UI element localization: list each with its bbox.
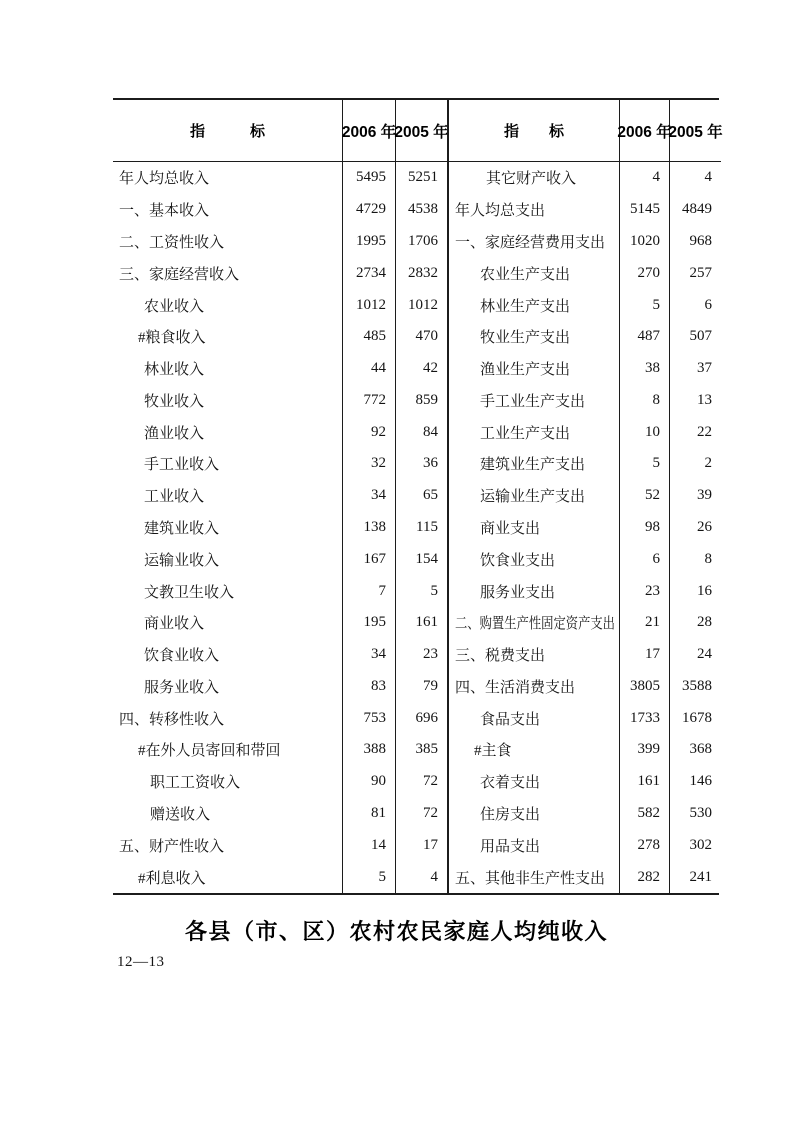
value-2005-cell: 2832 bbox=[408, 264, 438, 281]
value-2005-cell: 24 bbox=[697, 646, 712, 663]
value-2006-cell: 23 bbox=[620, 575, 670, 607]
value-2006-cell: 1020 bbox=[620, 226, 670, 258]
indicator-cell: 住房支出 bbox=[449, 798, 620, 830]
indicator-cell: 运输业生产支出 bbox=[449, 480, 620, 512]
value-2006-cell: 161 bbox=[620, 766, 670, 798]
value-2005-cell: 161 bbox=[415, 614, 438, 631]
indicator-cell: 牧业收入 bbox=[113, 384, 343, 416]
value-2006-cell: 83 bbox=[343, 671, 396, 703]
value-2005-cell: 530 bbox=[689, 805, 712, 822]
value-2005-cell: 4 bbox=[430, 868, 438, 885]
indicator-cell: 手工业收入 bbox=[113, 448, 343, 480]
indicator-cell: 用品支出 bbox=[449, 829, 620, 861]
table-row bbox=[449, 575, 721, 607]
value-2006-cell: 388 bbox=[343, 734, 396, 766]
table-row bbox=[449, 257, 721, 289]
value-2005-cell: 5251 bbox=[408, 169, 438, 186]
value-2005-cell: 28 bbox=[697, 614, 712, 631]
indicator-cell: 农业生产支出 bbox=[449, 257, 620, 289]
indicator-cell: 服务业收入 bbox=[113, 671, 343, 703]
table-row bbox=[113, 607, 447, 639]
indicator-cell: 三、家庭经营收入 bbox=[113, 257, 343, 289]
value-2006-cell: 21 bbox=[620, 607, 670, 639]
value-2005-cell: 8 bbox=[704, 550, 712, 567]
value-2005-cell: 368 bbox=[689, 741, 712, 758]
value-2005-cell: 1706 bbox=[408, 232, 438, 249]
value-2006-cell: 138 bbox=[343, 512, 396, 544]
value-2006-cell: 34 bbox=[343, 480, 396, 512]
table-row bbox=[449, 226, 721, 258]
indicator-cell: #在外人员寄回和带回 bbox=[113, 734, 343, 766]
indicator-cell: 职工工资收入 bbox=[113, 766, 343, 798]
page-number-label: 12—13 bbox=[117, 954, 165, 970]
value-2005-cell: 1678 bbox=[682, 709, 712, 726]
value-2005-cell: 79 bbox=[423, 677, 438, 694]
table-row bbox=[113, 162, 447, 194]
value-2006-cell: 52 bbox=[620, 480, 670, 512]
expense-table-body bbox=[449, 162, 721, 893]
value-2006-cell: 4 bbox=[620, 162, 670, 194]
table-row bbox=[113, 384, 447, 416]
indicator-cell: 商业支出 bbox=[449, 512, 620, 544]
table-row bbox=[113, 671, 447, 703]
indicator-cell: 二、购置生产性固定资产支出 bbox=[449, 607, 620, 639]
value-2006-cell: 81 bbox=[343, 798, 396, 830]
indicator-cell: 衣着支出 bbox=[449, 766, 620, 798]
table-row bbox=[113, 289, 447, 321]
value-2005-cell: 470 bbox=[415, 328, 438, 345]
table-row bbox=[113, 512, 447, 544]
indicator-column-header: 指 标 bbox=[113, 100, 343, 161]
value-2006-cell: 2734 bbox=[343, 257, 396, 289]
indicator-column-header: 指 标 bbox=[449, 100, 620, 161]
value-2006-cell: 167 bbox=[343, 543, 396, 575]
value-2006-cell: 44 bbox=[343, 353, 396, 385]
value-2005-cell: 36 bbox=[423, 455, 438, 472]
value-2005-cell: 37 bbox=[697, 360, 712, 377]
value-2006-cell: 5 bbox=[343, 861, 396, 893]
table-row bbox=[449, 416, 721, 448]
indicator-cell: 工业生产支出 bbox=[449, 416, 620, 448]
table-row bbox=[449, 353, 721, 385]
value-2006-cell: 34 bbox=[343, 639, 396, 671]
value-2006-cell: 1733 bbox=[620, 702, 670, 734]
table-row bbox=[449, 702, 721, 734]
value-2006-cell: 4729 bbox=[343, 194, 396, 226]
value-2005-cell: 4849 bbox=[682, 201, 712, 218]
table-row bbox=[449, 734, 721, 766]
indicator-cell: 饮食业支出 bbox=[449, 543, 620, 575]
value-2005-cell: 302 bbox=[689, 836, 712, 853]
value-2005-cell: 13 bbox=[697, 391, 712, 408]
table-row bbox=[113, 702, 447, 734]
indicator-cell: 工业收入 bbox=[113, 480, 343, 512]
table-row bbox=[113, 734, 447, 766]
table-row bbox=[113, 543, 447, 575]
value-2005-cell: 84 bbox=[423, 423, 438, 440]
year-2006-column-header: 2006 年 bbox=[343, 100, 396, 161]
table-row bbox=[449, 384, 721, 416]
value-2006-cell: 1995 bbox=[343, 226, 396, 258]
value-2006-cell: 17 bbox=[620, 639, 670, 671]
indicator-cell: 建筑业收入 bbox=[113, 512, 343, 544]
income-table-panel bbox=[113, 100, 447, 893]
table-row bbox=[113, 861, 447, 893]
value-2006-cell: 485 bbox=[343, 321, 396, 353]
table-row bbox=[449, 861, 721, 893]
value-2006-cell: 278 bbox=[620, 829, 670, 861]
indicator-cell: 二、工资性收入 bbox=[113, 226, 343, 258]
value-2006-cell: 38 bbox=[620, 353, 670, 385]
indicator-cell: 文教卫生收入 bbox=[113, 575, 343, 607]
value-2006-cell: 6 bbox=[620, 543, 670, 575]
table-row bbox=[113, 226, 447, 258]
value-2005-cell: 146 bbox=[689, 773, 712, 790]
table-row bbox=[113, 798, 447, 830]
value-2005-cell: 257 bbox=[689, 264, 712, 281]
expense-table-panel bbox=[447, 100, 721, 893]
value-2006-cell: 772 bbox=[343, 384, 396, 416]
table-row bbox=[113, 194, 447, 226]
value-2006-cell: 92 bbox=[343, 416, 396, 448]
indicator-cell: 一、基本收入 bbox=[113, 194, 343, 226]
indicator-cell: 年人均总收入 bbox=[113, 162, 343, 194]
value-2006-cell: 32 bbox=[343, 448, 396, 480]
indicator-cell: 建筑业生产支出 bbox=[449, 448, 620, 480]
table-row bbox=[449, 512, 721, 544]
table-row bbox=[113, 416, 447, 448]
value-2006-cell: 5 bbox=[620, 448, 670, 480]
indicator-cell: 渔业生产支出 bbox=[449, 353, 620, 385]
value-2005-cell: 4 bbox=[704, 169, 712, 186]
indicator-cell: 三、税费支出 bbox=[449, 639, 620, 671]
table-row bbox=[449, 829, 721, 861]
table-row bbox=[113, 829, 447, 861]
value-2005-cell: 17 bbox=[423, 836, 438, 853]
indicator-cell: 五、其他非生产性支出 bbox=[449, 861, 620, 893]
value-2005-cell: 507 bbox=[689, 328, 712, 345]
value-2005-cell: 5 bbox=[430, 582, 438, 599]
table-row bbox=[113, 575, 447, 607]
indicator-cell: 四、生活消费支出 bbox=[449, 671, 620, 703]
table-row bbox=[449, 543, 721, 575]
table-row bbox=[113, 321, 447, 353]
value-2005-cell: 3588 bbox=[682, 677, 712, 694]
income-table-body bbox=[113, 162, 447, 893]
indicator-cell: #粮食收入 bbox=[113, 321, 343, 353]
value-2006-cell: 195 bbox=[343, 607, 396, 639]
table-row bbox=[449, 194, 721, 226]
table-row bbox=[449, 480, 721, 512]
table-row bbox=[113, 480, 447, 512]
table-row bbox=[449, 639, 721, 671]
value-2005-cell: 4538 bbox=[408, 201, 438, 218]
indicator-cell: 五、财产性收入 bbox=[113, 829, 343, 861]
value-2006-cell: 582 bbox=[620, 798, 670, 830]
value-2006-cell: 487 bbox=[620, 321, 670, 353]
indicator-cell: 林业生产支出 bbox=[449, 289, 620, 321]
indicator-cell: 其它财产收入 bbox=[449, 162, 620, 194]
value-2006-cell: 5145 bbox=[620, 194, 670, 226]
table-row bbox=[449, 321, 721, 353]
value-2005-cell: 2 bbox=[704, 455, 712, 472]
indicator-cell: 林业收入 bbox=[113, 353, 343, 385]
table-row bbox=[449, 671, 721, 703]
value-2006-cell: 98 bbox=[620, 512, 670, 544]
value-2006-cell: 5 bbox=[620, 289, 670, 321]
value-2005-cell: 22 bbox=[697, 423, 712, 440]
value-2006-cell: 90 bbox=[343, 766, 396, 798]
table-row bbox=[449, 607, 721, 639]
indicator-cell: 运输业收入 bbox=[113, 543, 343, 575]
indicator-cell: 商业收入 bbox=[113, 607, 343, 639]
value-2005-cell: 39 bbox=[697, 487, 712, 504]
year-2005-column-header: 2005 年 bbox=[394, 123, 449, 141]
table-row bbox=[113, 353, 447, 385]
value-2006-cell: 3805 bbox=[620, 671, 670, 703]
next-table-caption: 各县（市、区）农村农民家庭人均纯收入 bbox=[184, 919, 608, 944]
year-2006-column-header: 2006 年 bbox=[620, 100, 670, 161]
value-2006-cell: 753 bbox=[343, 702, 396, 734]
value-2005-cell: 154 bbox=[415, 550, 438, 567]
value-2005-cell: 968 bbox=[689, 232, 712, 249]
table-row bbox=[449, 162, 721, 194]
value-2005-cell: 115 bbox=[416, 518, 438, 535]
indicator-cell: 年人均总支出 bbox=[449, 194, 620, 226]
value-2005-cell: 26 bbox=[697, 518, 712, 535]
value-2006-cell: 5495 bbox=[343, 162, 396, 194]
value-2006-cell: 399 bbox=[620, 734, 670, 766]
year-2005-column-header: 2005 年 bbox=[668, 123, 723, 141]
value-2006-cell: 10 bbox=[620, 416, 670, 448]
table-row bbox=[113, 766, 447, 798]
value-2005-cell: 1012 bbox=[408, 296, 438, 313]
value-2005-cell: 6 bbox=[704, 296, 712, 313]
table-row bbox=[449, 766, 721, 798]
indicator-cell: 一、家庭经营费用支出 bbox=[449, 226, 620, 258]
table-row bbox=[449, 448, 721, 480]
value-2005-cell: 859 bbox=[415, 391, 438, 408]
indicator-cell: 农业收入 bbox=[113, 289, 343, 321]
value-2005-cell: 65 bbox=[423, 487, 438, 504]
value-2006-cell: 7 bbox=[343, 575, 396, 607]
indicator-cell: 牧业生产支出 bbox=[449, 321, 620, 353]
value-2006-cell: 270 bbox=[620, 257, 670, 289]
value-2005-cell: 241 bbox=[689, 868, 712, 885]
value-2006-cell: 282 bbox=[620, 861, 670, 893]
indicator-cell: #利息收入 bbox=[113, 861, 343, 893]
value-2005-cell: 696 bbox=[415, 709, 438, 726]
value-2006-cell: 1012 bbox=[343, 289, 396, 321]
indicator-cell: 食品支出 bbox=[449, 702, 620, 734]
value-2005-cell: 42 bbox=[423, 360, 438, 377]
table-row bbox=[449, 798, 721, 830]
indicator-cell: #主食 bbox=[449, 734, 620, 766]
value-2005-cell: 16 bbox=[697, 582, 712, 599]
value-2005-cell: 23 bbox=[423, 646, 438, 663]
indicator-cell: 手工业生产支出 bbox=[449, 384, 620, 416]
table-row bbox=[449, 289, 721, 321]
indicator-cell: 服务业支出 bbox=[449, 575, 620, 607]
table-header-row bbox=[449, 100, 721, 162]
value-2005-cell: 72 bbox=[423, 805, 438, 822]
indicator-cell: 四、转移性收入 bbox=[113, 702, 343, 734]
indicator-cell: 饮食业收入 bbox=[113, 639, 343, 671]
value-2006-cell: 8 bbox=[620, 384, 670, 416]
table-row bbox=[113, 257, 447, 289]
value-2005-cell: 72 bbox=[423, 773, 438, 790]
income-expense-table bbox=[113, 98, 723, 895]
value-2005-cell: 385 bbox=[415, 741, 438, 758]
indicator-cell: 渔业收入 bbox=[113, 416, 343, 448]
table-row bbox=[113, 639, 447, 671]
indicator-cell: 赠送收入 bbox=[113, 798, 343, 830]
value-2006-cell: 14 bbox=[343, 829, 396, 861]
table-row bbox=[113, 448, 447, 480]
table-header-row bbox=[113, 100, 447, 162]
